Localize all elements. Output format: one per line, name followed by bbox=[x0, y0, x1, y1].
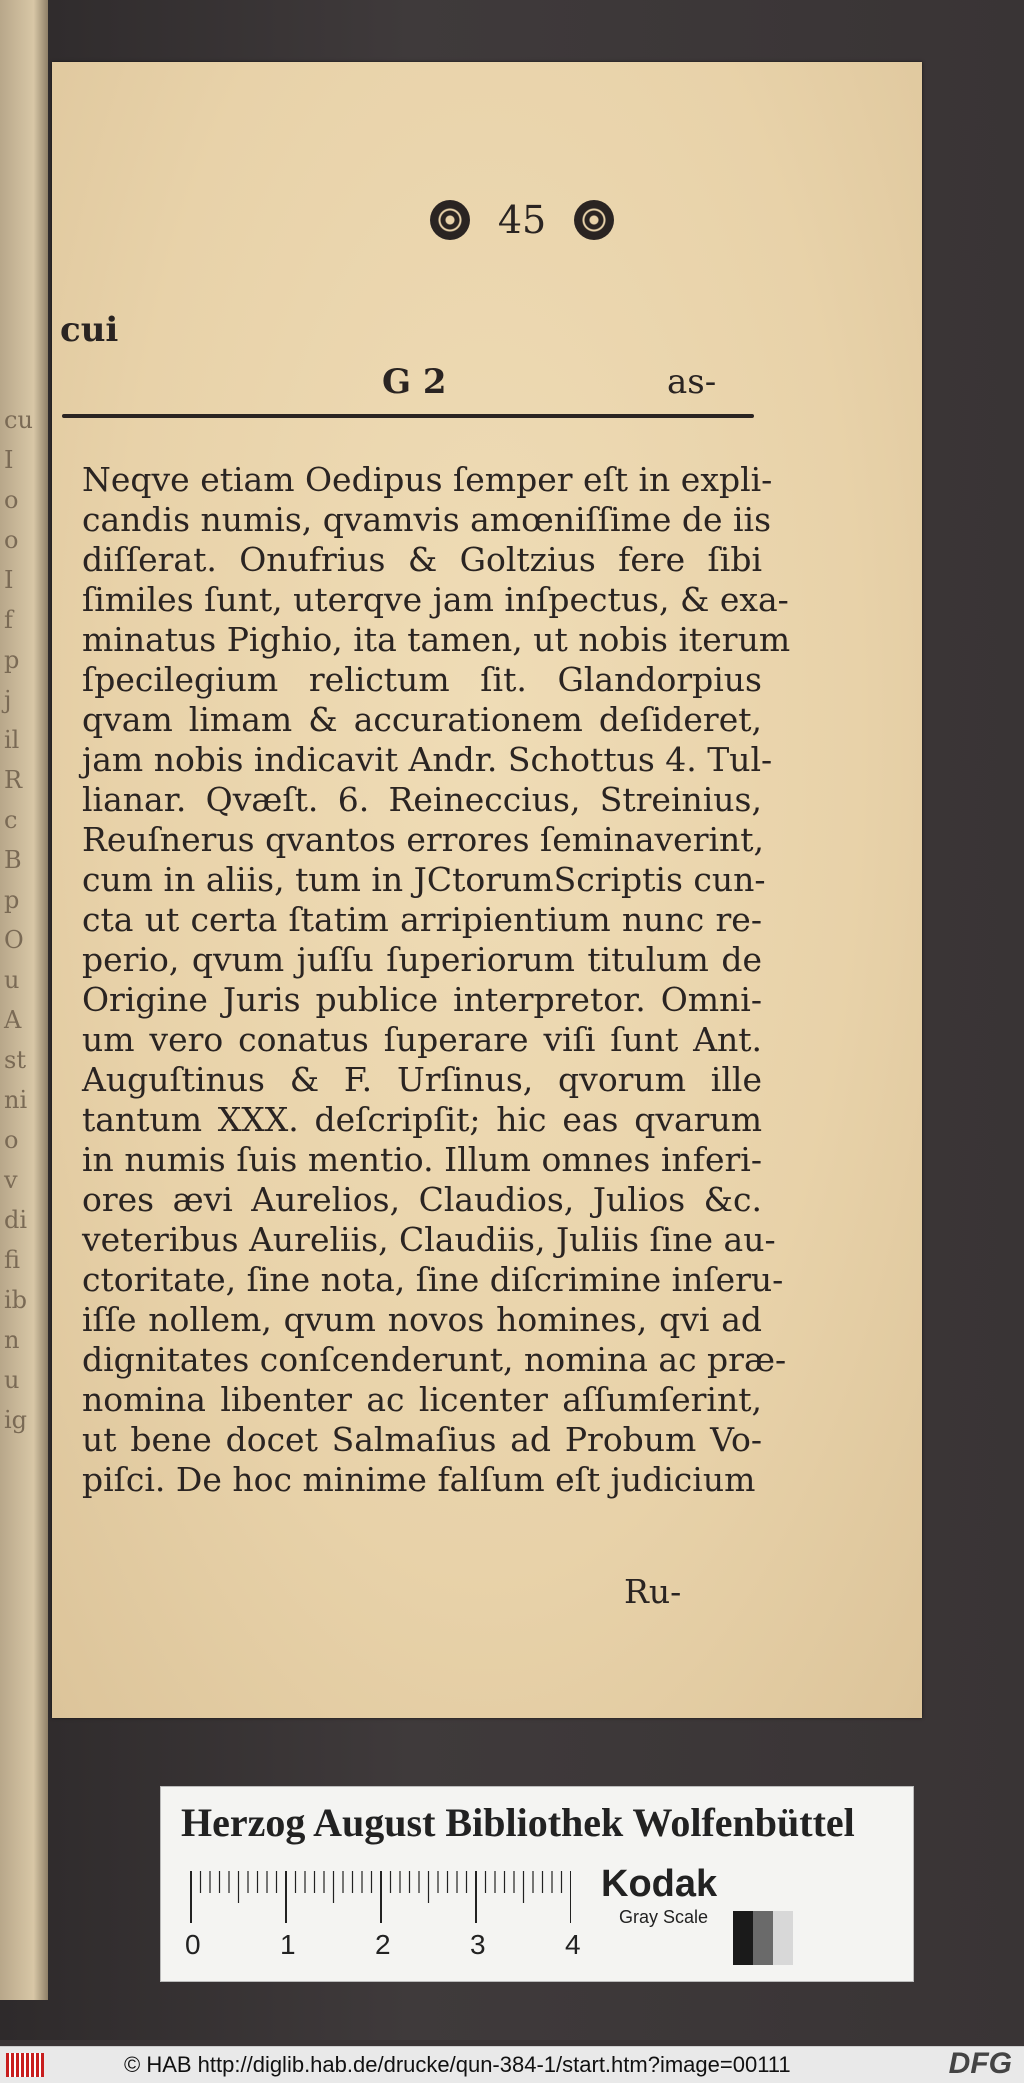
ruler-scale bbox=[181, 1867, 571, 1927]
prev-page-letter: c bbox=[4, 806, 18, 834]
prev-page-letter: di bbox=[4, 1206, 28, 1234]
prev-page-letter: fi bbox=[4, 1246, 21, 1274]
page-number: 45 bbox=[497, 198, 547, 242]
gray-scale-patches bbox=[733, 1911, 793, 1965]
text-line: nomina libenter ac licenter aſſumſerint, bbox=[82, 1380, 762, 1419]
prev-page-letter: I bbox=[4, 446, 14, 474]
prev-page-letter: j bbox=[4, 686, 12, 714]
ruler-label: 3 bbox=[470, 1929, 486, 1960]
library-card bbox=[160, 1786, 914, 1982]
signature-mark: G 2 bbox=[382, 362, 447, 402]
text-line: Auguſtinus & F. Urſinus, qvorum ille bbox=[82, 1060, 762, 1099]
text-line: piſci. De hoc minime falſum eſt judicium bbox=[82, 1460, 756, 1499]
gray-patch bbox=[773, 1911, 793, 1965]
signature-catchword: as- bbox=[667, 362, 717, 402]
ruler-labels bbox=[173, 1929, 593, 1959]
dfg-logo: DFG bbox=[948, 2047, 1012, 2080]
text-line: iſſe nollem, qvum novos homines, qvi ad bbox=[82, 1300, 762, 1339]
text-line: cum in aliis, tum in JCtorumScriptis cun- bbox=[82, 860, 766, 899]
text-line: Reuſnerus qvantos errores ſeminaverint, bbox=[82, 820, 765, 859]
text-line: cta ut certa ſtatim arripientium nunc re- bbox=[82, 900, 762, 939]
page-header bbox=[372, 192, 672, 248]
text-line: perio, qvum juſſu ſuperiorum titulum de bbox=[82, 940, 762, 979]
previous-catchword: cui bbox=[60, 310, 119, 350]
prev-page-letter: f bbox=[4, 606, 13, 634]
previous-page-letters bbox=[4, 400, 44, 1440]
prev-page-letter: p bbox=[4, 646, 20, 674]
gray-patch bbox=[753, 1911, 773, 1965]
header-rule bbox=[62, 414, 754, 418]
text-line: tantum XXX. deſcripſit; hic eas qvarum bbox=[82, 1100, 762, 1139]
prev-page-letter: st bbox=[4, 1046, 26, 1074]
text-line: diſſerat. Onufrius & Goltzius fere ſibi bbox=[82, 540, 762, 579]
prev-page-letter: ib bbox=[4, 1286, 28, 1314]
text-line: Neqve etiam Oedipus ſemper eſt in expli- bbox=[82, 460, 773, 499]
rosette-ornament-right bbox=[574, 200, 614, 240]
text-line: ut bene docet Salmaſius ad Probum Vo- bbox=[82, 1420, 762, 1459]
bottom-bar bbox=[0, 2046, 1024, 2083]
prev-page-letter: p bbox=[4, 886, 20, 914]
gray-scale-label: Gray Scale bbox=[619, 1907, 709, 1927]
prev-page-letter: o bbox=[4, 1126, 19, 1154]
text-line: minatus Pighio, ita tamen, ut nobis iterum bbox=[82, 620, 791, 659]
text-line: dignitates conſcenderunt, nomina ac præ- bbox=[82, 1340, 787, 1379]
prev-page-letter: cu bbox=[4, 406, 33, 434]
text-line: lianar. Qvæſt. 6. Reineccius, Streinius, bbox=[82, 780, 762, 819]
prev-page-letter: O bbox=[4, 926, 24, 954]
copyright-text: © HAB http://diglib.hab.de/drucke/qun-384-1/start.htm?image=00111 bbox=[124, 2052, 791, 2077]
document-page bbox=[52, 62, 922, 1718]
prev-page-letter: o bbox=[4, 526, 19, 554]
prev-page-letter: il bbox=[4, 726, 20, 754]
gray-patch bbox=[733, 1911, 753, 1965]
prev-page-letter: n bbox=[4, 1326, 20, 1354]
prev-page-letter: A bbox=[4, 1006, 22, 1034]
text-line: Origine Juris publice interpretor. Omni- bbox=[82, 980, 762, 1019]
prev-page-letter: u bbox=[4, 966, 20, 994]
text-line: um vero conatus ſuperare viſi ſunt Ant. bbox=[82, 1020, 762, 1059]
ruler-label: 4 bbox=[565, 1929, 581, 1960]
previous-page-edge bbox=[0, 0, 48, 2000]
text-line: ctoritate, ſine nota, ſine diſcrimine inſeru- bbox=[82, 1260, 784, 1299]
prev-page-letter: B bbox=[4, 846, 22, 874]
text-line: qvam limam & accurationem deſideret, bbox=[82, 700, 762, 739]
prev-page-letter: R bbox=[4, 766, 23, 794]
kodak-logo: Kodak bbox=[601, 1863, 718, 1905]
ruler-label: 2 bbox=[375, 1929, 391, 1960]
hab-barcode-icon bbox=[6, 2053, 44, 2077]
library-name: Herzog August Bibliothek Wolfenbüttel bbox=[181, 1800, 855, 1845]
text-line: veteribus Aureliis, Claudiis, Juliis ſine au- bbox=[82, 1220, 776, 1259]
prev-page-letter: I bbox=[4, 566, 14, 594]
prev-page-letter: u bbox=[4, 1366, 20, 1394]
prev-page-letter: ig bbox=[4, 1406, 28, 1434]
text-line: candis numis, qvamvis amœniſſime de iis bbox=[82, 500, 772, 539]
catchword: Ru- bbox=[624, 1572, 682, 1611]
prev-page-letter: o bbox=[4, 486, 19, 514]
ruler-label: 0 bbox=[185, 1929, 201, 1960]
text-line: in numis ſuis mentio. Illum omnes inferi- bbox=[82, 1140, 762, 1179]
body-text bbox=[82, 460, 791, 1500]
prev-page-letter: ni bbox=[4, 1086, 28, 1114]
ruler-label: 1 bbox=[280, 1929, 296, 1960]
text-line: ores ævi Aurelios, Claudios, Julios &c. bbox=[82, 1180, 762, 1219]
text-line: ſimiles ſunt, uterqve jam inſpectus, & exa- bbox=[82, 580, 789, 619]
rosette-ornament-left bbox=[430, 200, 470, 240]
text-line: ſpecilegium relictum ſit. Glandorpius bbox=[82, 660, 762, 699]
prev-page-letter: v bbox=[4, 1166, 18, 1194]
text-line: jam nobis indicavit Andr. Schottus 4. Tul- bbox=[82, 740, 773, 779]
